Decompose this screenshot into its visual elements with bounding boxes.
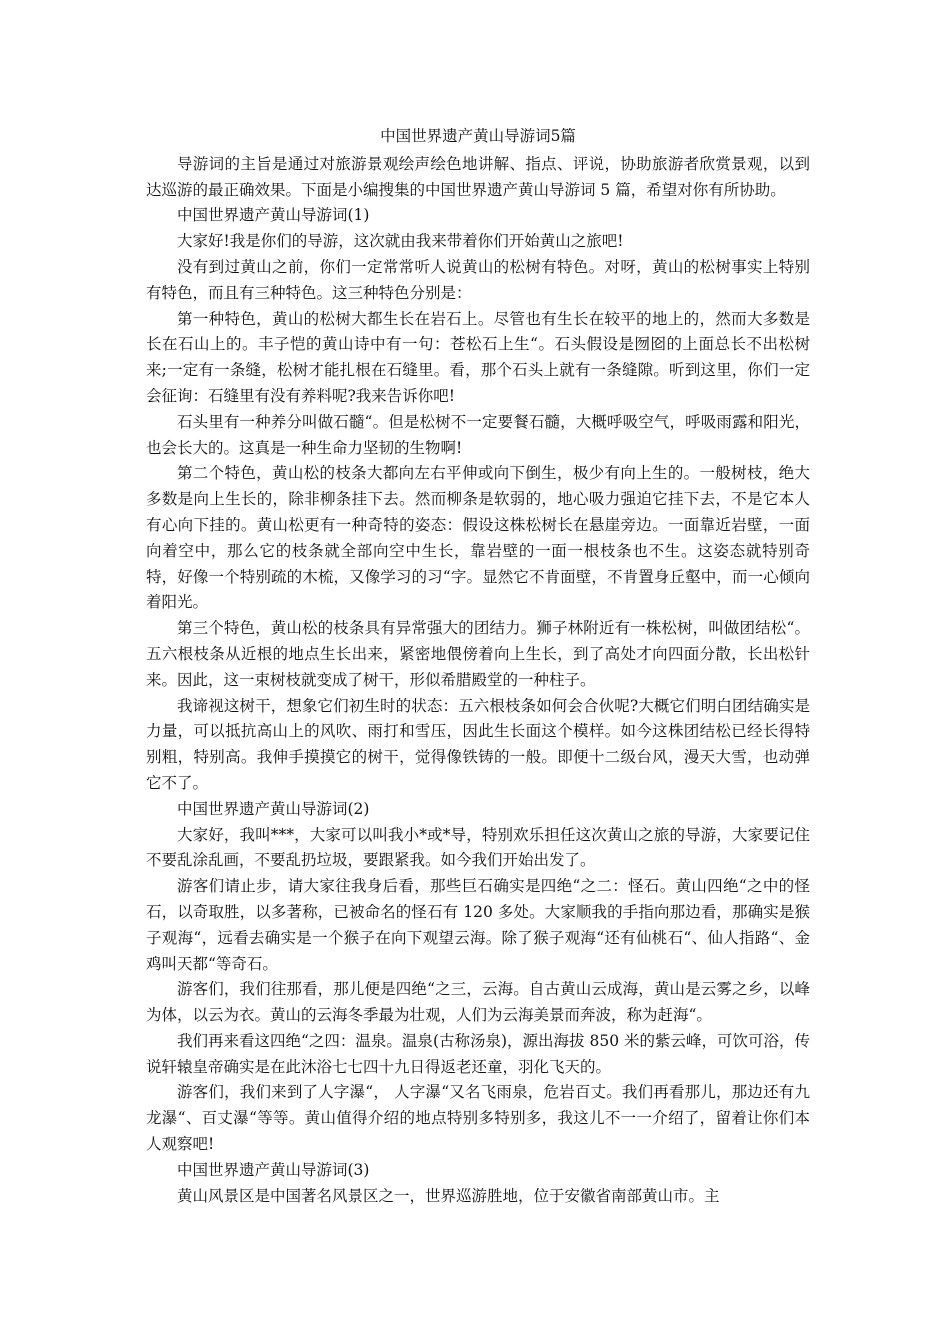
paragraph: 石头里有一种养分叫做石髓“。但是松树不一定要餐石髓，大概呼吸空气，呼吸雨露和阳光，也会长大的。这真是一种生命力坚韧的生物啊! [146, 412, 810, 457]
paragraph: 我谛视这树干，想象它们初生时的状态：五六根枝条如何会合伙呢?大概它们明白团结确实是力量，可以抵抗高山上的风吹、雨打和雪压，因此生长面这个模样。如今这株团结松已经长得特别粗，特别高。我伸手摸摸它的树干，觉得像铁铸的一般。即便十二级台风，漫天大雪，也动弹它不了。 [146, 696, 810, 792]
section-heading-2: 中国世界遗产黄山导游词(2) [177, 799, 370, 818]
paragraph: 游客们请止步，请大家往我身后看，那些巨石确实是四绝“之二：怪石。黄山四绝“之中的怪石，以奇取胜，以多著称，已被命名的怪石有 120 多处。大家顺我的手指向那边看，那确实是猴子观海“，远看去确实是一个猴子在向下观望云海。除了猴子观海“还有仙桃石“、仙人指路“、金鸡叫天都“等奇石。 [146, 877, 810, 973]
paragraph: 大家好!我是你们的导游，这次就由我来带着你们开始黄山之旅吧! [177, 232, 624, 251]
paragraph: 第三个特色，黄山松的枝条具有异常强大的团结力。狮子林附近有一株松树，叫做团结松“。五六根枝条从近根的地点生长出来，紧密地偎傍着向上生长，到了高处才向四面分散，长出松针来。因此，这一束树枝就变成了树干，形似希腊殿堂的一种柱子。 [146, 619, 810, 689]
document-page [146, 124, 810, 1209]
paragraph: 黄山风景区是中国著名风景区之一，世界巡游胜地，位于安徽省南部黄山市。主 [177, 1186, 720, 1205]
paragraph: 我们再来看这四绝“之四：温泉。温泉(古称汤泉)，源出海拔 850 米的紫云峰，可饮可浴，传说轩辕皇帝确实是在此沐浴七七四十九日得返老还童，羽化飞天的。 [146, 1031, 810, 1076]
intro-paragraph: 导游词的主旨是通过对旅游景观绘声绘色地讲解、指点、评说，协助旅游者欣赏景观，以到达巡游的最正确效果。下面是小编搜集的中国世界遗产黄山导游词 5 篇，希望对你有所协助。 [146, 154, 810, 199]
paragraph: 第一种特色，黄山的松树大都生长在岩石上。尽管也有生长在较平的地上的，然而大多数是长在石山上的。丰子恺的黄山诗中有一句：苍松石上生“。石头假设是囫囵的上面总长不出松树来;一定有一条缝，松树才能扎根在石缝里。看，那个石头上就有一条缝隙。听到这里，你们一定会征询：石缝里有没有养料呢?我来告诉你吧! [146, 309, 810, 405]
paragraph: 游客们，我们往那看，那儿便是四绝“之三，云海。自古黄山云成海，黄山是云雾之乡，以峰为体，以云为衣。黄山的云海冬季最为壮观，人们为云海美景而奔波，称为赶海“。 [146, 980, 810, 1025]
paragraph: 游客们，我们来到了人字瀑“， 人字瀑“又名飞雨泉，危岩百丈。我们再看那儿，那边还有九龙瀑“、百丈瀑“等等。黄山值得介绍的地点特别多特别多，我这儿不一一介绍了，留着让你们本人观察吧! [146, 1083, 810, 1154]
paragraph: 没有到过黄山之前，你们一定常常听人说黄山的松树有特色。对呀，黄山的松树事实上特别有特色，而且有三种特色。这三种特色分别是： [146, 257, 810, 302]
section-heading-3: 中国世界遗产黄山导游词(3) [177, 1160, 370, 1179]
paragraph: 第二个特色，黄山松的枝条大都向左右平伸或向下倒生，极少有向上生的。一般树枝，绝大多数是向上生长的，除非柳条挂下去。然而柳条是软弱的，地心吸力强迫它挂下去，不是它本人有心向下挂的。黄山松更有一种奇特的姿态：假设这株松树长在悬崖旁边。一面靠近岩壁，一面向着空中，那么它的枝条就全部向空中生长，靠岩壁的一面一根枝条也不生。这姿态就特别奇特，好像一个特别疏的木梳，又像学习的习“字。显然它不肯面壁，不肯置身丘壑中，而一心倾向着阳光。 [146, 464, 810, 612]
paragraph: 大家好，我叫***，大家可以叫我小*或*导，特别欢乐担任这次黄山之旅的导游，大家要记住不要乱涂乱画，不要乱扔垃圾，要跟紧我。如今我们开始出发了。 [146, 825, 810, 870]
section-heading-1: 中国世界遗产黄山导游词(1) [177, 206, 370, 225]
document-title: 中国世界遗产黄山导游词5篇 [380, 127, 576, 145]
